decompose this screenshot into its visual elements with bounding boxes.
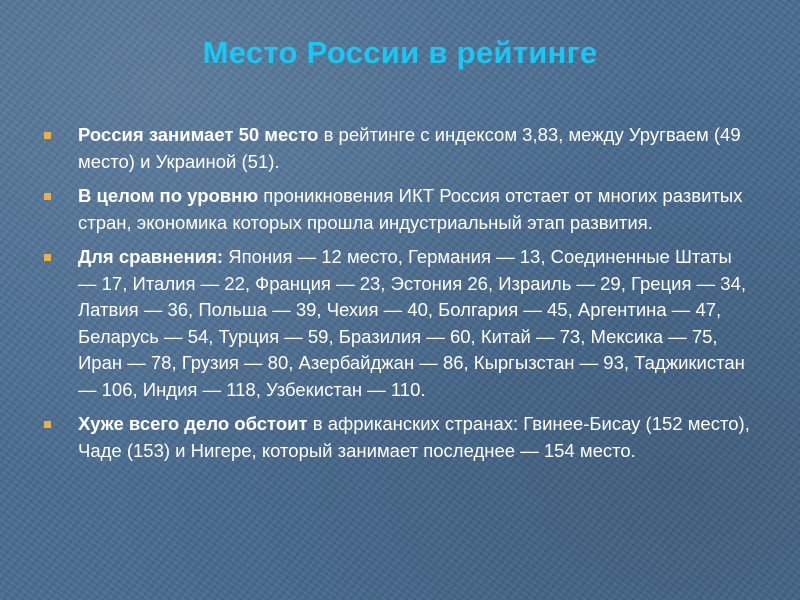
bullet-text: в рейтинге с индексом 3,83, между Уругваем (49 место) и Украиной (51). bbox=[78, 124, 741, 172]
bullet-item-overall bbox=[44, 183, 754, 236]
bullet-item-rank bbox=[44, 122, 754, 175]
bullet-list bbox=[44, 122, 754, 472]
bullet-lead: Россия занимает 50 место bbox=[78, 124, 319, 145]
bullet-text: в африканских странах: Гвинее-Бисау (152 место), Чаде (153) и Нигере, который занимает последнее — 154 место. bbox=[78, 413, 750, 461]
slide-title: Место России в рейтинге bbox=[202, 35, 598, 70]
square-bullet-icon bbox=[44, 193, 51, 200]
bullet-lead: Для сравнения: bbox=[78, 246, 224, 267]
bullet-lead: Хуже всего дело обстоит bbox=[78, 413, 308, 434]
square-bullet-icon bbox=[44, 254, 51, 261]
bullet-item-comparison bbox=[44, 244, 754, 403]
bullet-item-worst bbox=[44, 411, 754, 464]
bullet-text: Япония — 12 место, Германия — 13, Соединенные Штаты — 17, Италия — 22, Франция — 23, Эстония 26, Израиль — 29, Греция — 34, Латвия — 36, Польша — 39, Чехия — 40, Болгария — 45, Аргентина — 47, Беларусь — 54, Турция — 59, Бразилия — 60, Китай — 73, Мексика — 75, Иран — 78, Грузия — 80, Азербайджан — 86, Кыргызстан — 93, Таджикистан — 106, Индия — 118, Узбекистан — 110. bbox=[78, 246, 747, 400]
square-bullet-icon bbox=[44, 132, 51, 139]
square-bullet-icon bbox=[44, 421, 51, 428]
bullet-lead: В целом по уровню bbox=[78, 185, 259, 206]
bullet-text: проникновения ИКТ Россия отстает от многих развитых стран, экономика которых прошла индустриальный этап развития. bbox=[78, 185, 743, 233]
